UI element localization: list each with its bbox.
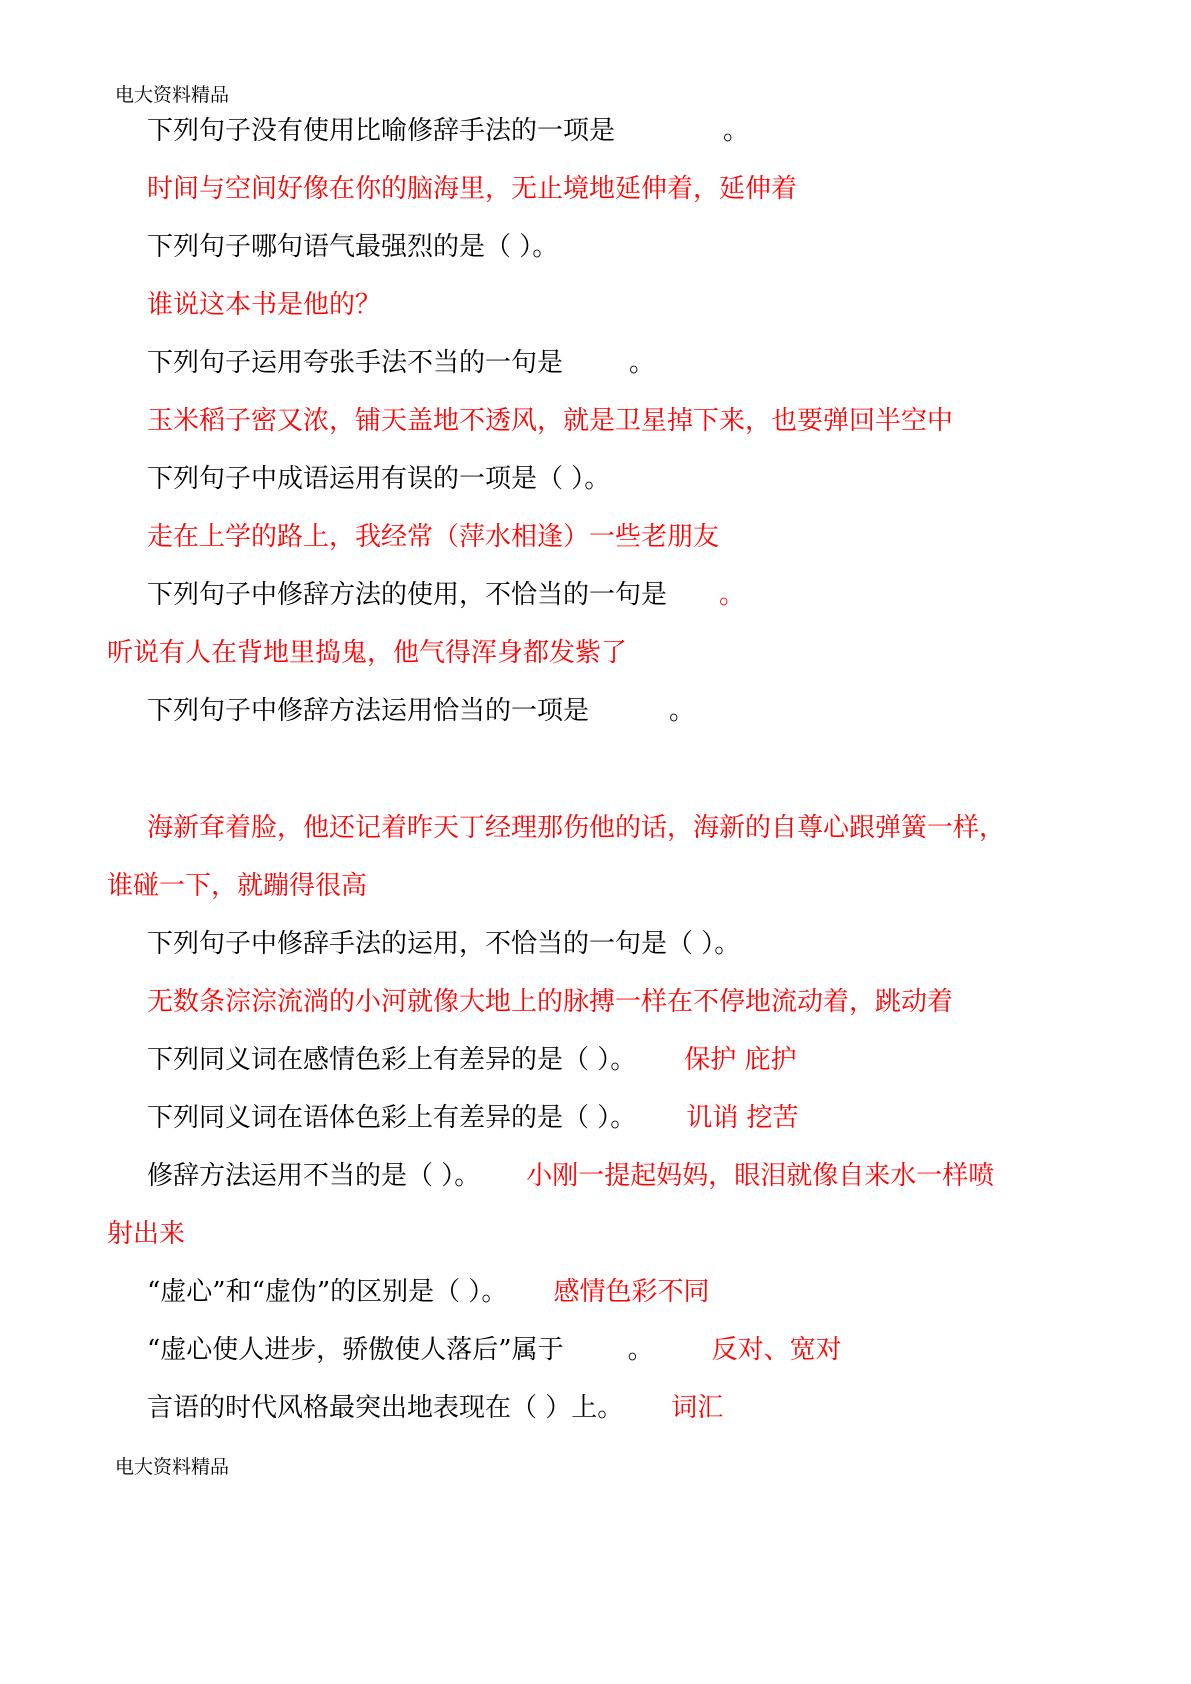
answer-13: 词汇 (671, 1393, 724, 1423)
question-9 (147, 1103, 799, 1133)
question-6-end: 。 (669, 696, 696, 726)
question-5-text: 下列句子中修辞方法的使用，不恰当的一句是 (147, 580, 668, 610)
answer-3: 玉米稻子密又浓，铺天盖地不透风，就是卫星掉下来，也要弹回半空中 (147, 406, 954, 436)
question-5 (147, 580, 745, 610)
answer-10-line-2: 射出来 (107, 1219, 186, 1249)
question-7: 下列句子中修辞手法的运用，不恰当的一句是（ ）。 (147, 929, 741, 959)
question-8-text: 下列同义词在感情色彩上有差异的是（ ）。 (147, 1045, 637, 1075)
question-3-end: 。 (629, 348, 656, 378)
question-1-text: 下列句子没有使用比喻修辞手法的一项是 (147, 116, 616, 146)
answer-5: 听说有人在背地里捣鬼，他气得浑身都发紫了 (107, 638, 628, 668)
question-4: 下列句子中成语运用有误的一项是（ ）。 (147, 464, 611, 494)
answer-12: 反对、宽对 (711, 1335, 842, 1365)
answer-8: 保护 庇护 (684, 1045, 797, 1075)
question-10 (147, 1161, 994, 1191)
page-header: 电大资料精品 (115, 84, 230, 106)
question-13-text: 言语的时代风格最突出地表现在（ ）上。 (147, 1393, 624, 1423)
question-6-text: 下列句子中修辞方法运用恰当的一项是 (147, 696, 590, 726)
page-footer: 电大资料精品 (115, 1456, 230, 1478)
answer-11: 感情色彩不同 (553, 1277, 710, 1307)
answer-9: 讥诮 挖苦 (686, 1103, 799, 1133)
question-3 (147, 348, 655, 378)
question-1-end: 。 (723, 116, 750, 146)
question-2: 下列句子哪句语气最强烈的是（ ）。 (147, 232, 559, 262)
question-11-text: “虚心”和“虚伪”的区别是（ ）。 (147, 1277, 508, 1307)
answer-2: 谁说这本书是他的？ (147, 290, 382, 320)
answer-6-line-1: 海新耷着脸，他还记着昨天丁经理那伤他的话，海新的自尊心跟弹簧一样， (147, 813, 1006, 843)
question-11 (147, 1277, 709, 1307)
question-12-text: “虚心使人进步，骄傲使人落后”属于 (147, 1335, 564, 1365)
question-8 (147, 1045, 797, 1075)
question-6 (147, 696, 695, 726)
answer-6-line-2: 谁碰一下，就蹦得很高 (107, 871, 368, 901)
question-13 (147, 1393, 723, 1423)
question-12 (147, 1335, 842, 1365)
question-10-text: 修辞方法运用不当的是（ ）。 (147, 1161, 481, 1191)
question-12-end: 。 (627, 1335, 654, 1365)
question-9-text: 下列同义词在语体色彩上有差异的是（ ）。 (147, 1103, 637, 1133)
question-5-end: 。 (719, 580, 746, 610)
question-1 (147, 116, 749, 146)
answer-4: 走在上学的路上，我经常（萍水相逢）一些老朋友 (147, 522, 720, 552)
answer-1: 时间与空间好像在你的脑海里，无止境地延伸着，延伸着 (147, 174, 798, 204)
answer-7: 无数条淙淙流淌的小河就像大地上的脉搏一样在不停地流动着，跳动着 (147, 987, 954, 1017)
question-3-text: 下列句子运用夸张手法不当的一句是 (147, 348, 564, 378)
answer-10-line-1: 小刚一提起妈妈，眼泪就像自来水一样喷 (526, 1161, 995, 1191)
